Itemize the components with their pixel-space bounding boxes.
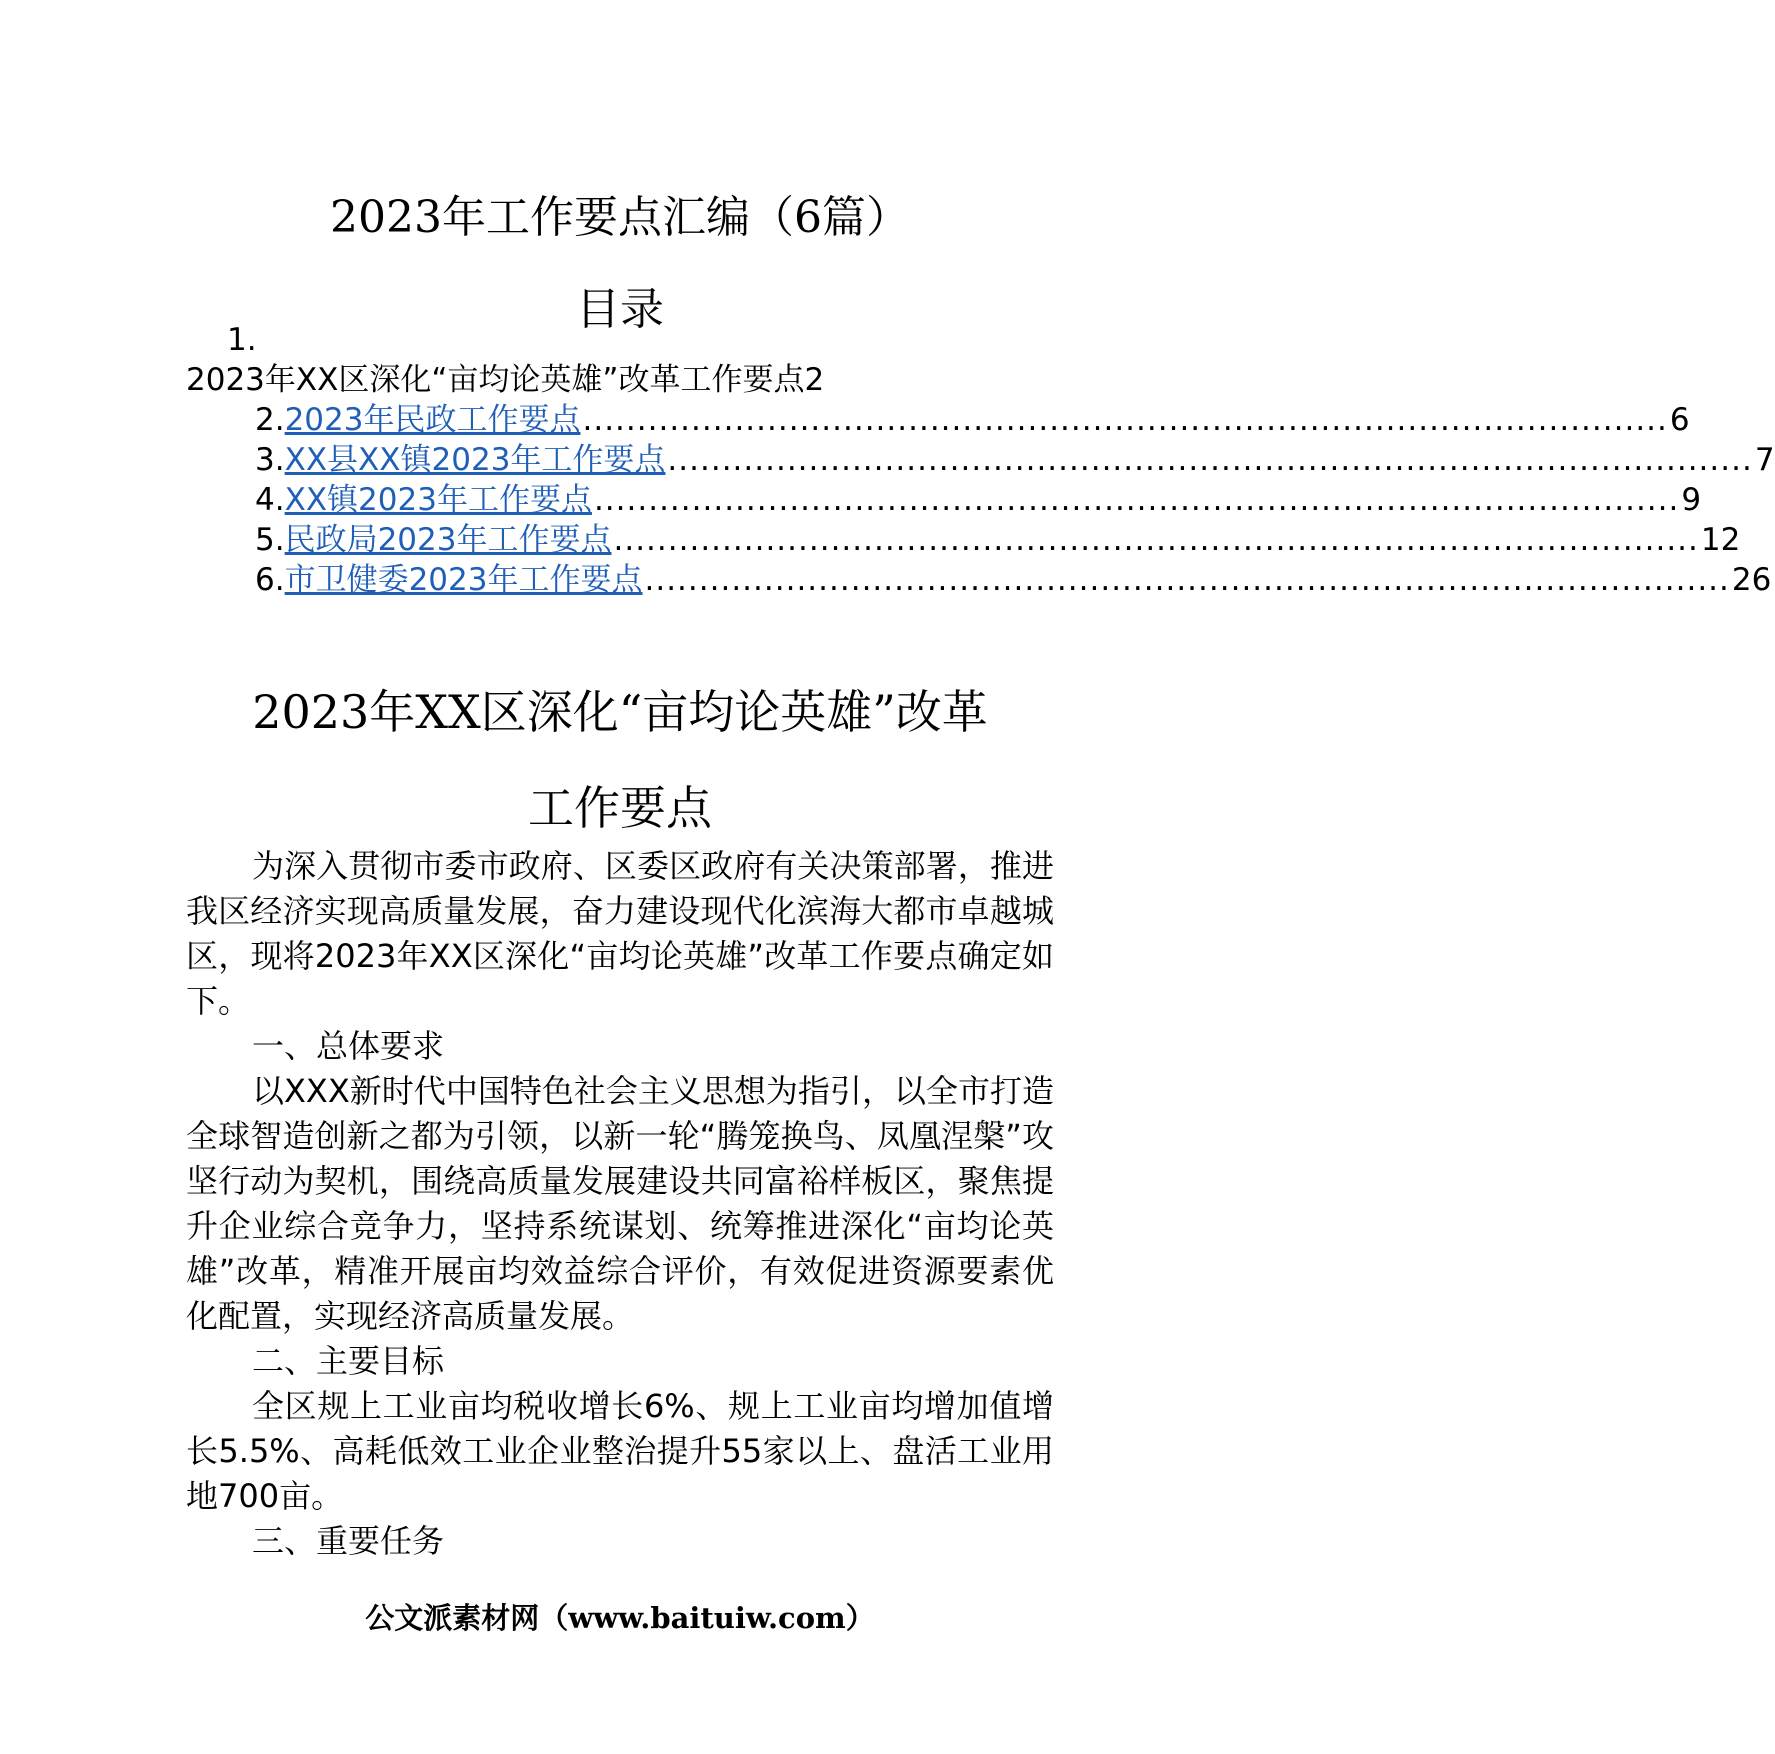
toc-item-1-number: 1.: [227, 322, 257, 358]
article-title-line-1: 2023年XX区深化“亩均论英雄”改革: [252, 685, 988, 739]
toc-item-number: 2.: [255, 402, 285, 438]
section-2-paragraph: 全区规上工业亩均税收增长6%、规上工业亩均增加值增长5.5%、高耗低效工业企业整治提升55家以上、盘活工业用地700亩。: [186, 1387, 1054, 1515]
article-title-line-2: 工作要点: [528, 781, 712, 835]
toc-item-1-text: 2023年XX区深化“亩均论英雄”改革工作要点2: [186, 362, 825, 398]
toc-leader-dots: ....................................................................................................: [613, 522, 1699, 558]
toc-item-number: 6.: [255, 562, 285, 598]
toc-item-number: 4.: [255, 482, 285, 518]
toc-page-number: 12: [1700, 522, 1741, 558]
toc-link[interactable]: 2023年民政工作要点: [284, 402, 581, 438]
footer-source: 公文派素材网（www.baituiw.com）: [365, 1601, 875, 1635]
toc-page-number: 9: [1681, 482, 1702, 518]
document-title: 2023年工作要点汇编（6篇）: [330, 192, 910, 243]
toc-item-number: 5.: [255, 522, 285, 558]
toc-item-4: [255, 480, 1702, 520]
toc-item-2: [255, 400, 1690, 440]
toc-link[interactable]: XX县XX镇2023年工作要点: [284, 442, 666, 478]
section-1-paragraph: 以XXX新时代中国特色社会主义思想为指引，以全市打造全球智造创新之都为引领，以新一轮“腾笼换鸟、凤凰涅槃”攻坚行动为契机，围绕高质量发展建设共同富裕样板区，聚焦提升企业综合竞争力，坚持系统谋划、统筹推进深化“亩均论英雄”改革，精准开展亩均效益综合评价，有效促进资源要素优化配置，实现经济高质量发展。: [186, 1072, 1054, 1335]
toc-link[interactable]: XX镇2023年工作要点: [284, 482, 592, 518]
section-1-heading: 一、总体要求: [252, 1027, 445, 1065]
intro-paragraph: 为深入贯彻市委市政府、区委区政府有关决策部署，推进我区经济实现高质量发展，奋力建设现代化滨海大都市卓越城区，现将2023年XX区深化“亩均论英雄”改革工作要点确定如下。: [186, 847, 1054, 1020]
toc-heading: 目录: [576, 284, 664, 335]
section-2-heading: 二、主要目标: [252, 1342, 445, 1380]
toc-link[interactable]: 市卫健委2023年工作要点: [284, 562, 643, 598]
section-3-heading: 三、重要任务: [252, 1522, 445, 1560]
toc-leader-dots: ....................................................................................................: [644, 562, 1730, 598]
toc-leader-dots: ....................................................................................................: [582, 402, 1668, 438]
toc-page-number: 6: [1669, 402, 1690, 438]
toc-leader-dots: ....................................................................................................: [593, 482, 1680, 518]
toc-link[interactable]: 民政局2023年工作要点: [284, 522, 612, 558]
toc-item-number: 3.: [255, 442, 285, 478]
toc-leader-dots: ....................................................................................................: [667, 442, 1753, 478]
toc-item-3: [255, 440, 1775, 480]
toc-page-number: 7: [1754, 442, 1775, 478]
toc-page-number: 26: [1731, 562, 1772, 598]
toc-item-5: [255, 520, 1741, 560]
toc-item-6: [255, 560, 1772, 600]
